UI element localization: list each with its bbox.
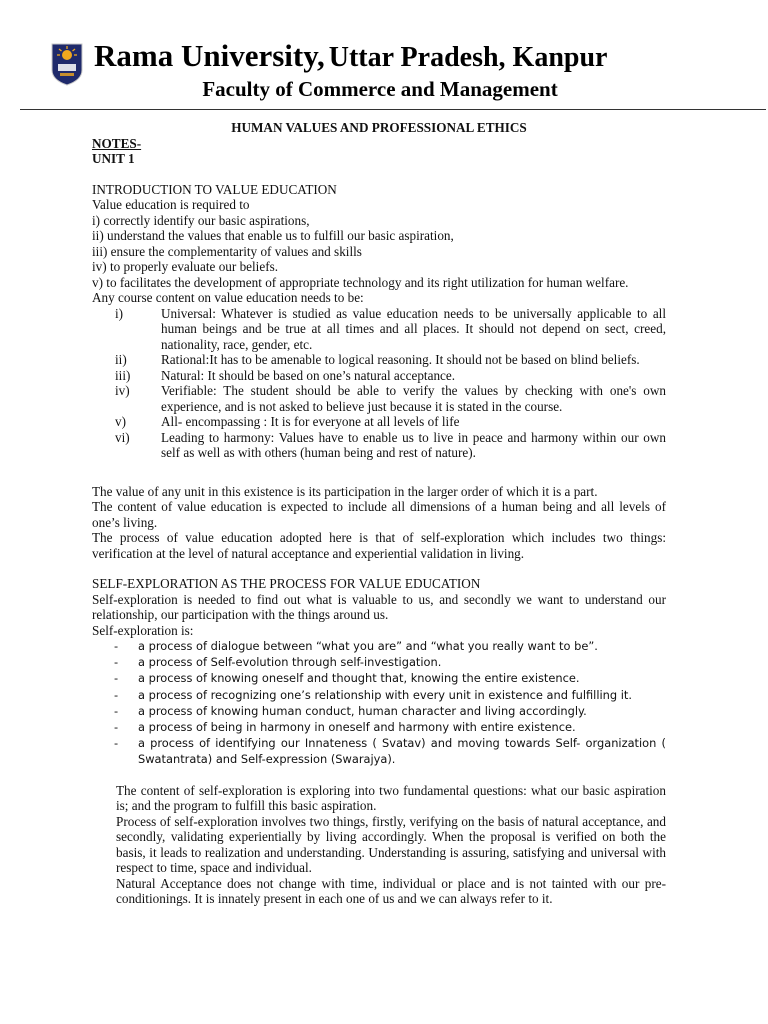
list-item [92,352,666,368]
intro-heading: INTRODUCTION TO VALUE EDUCATION [92,181,337,197]
list-text: a process of knowing human conduct, human character and living accordingly. [138,703,587,718]
intro-line: v) to facilitates the development of appropriate technology and its right utilization for human welfare. [92,274,629,290]
dash-bullet: - [114,720,119,735]
list-text: a process of being in harmony in oneself and harmony with entire existence. [138,720,576,735]
list-text: Rational:It has to be amenable to logical reasoning. It should not be based on blind beliefs. [161,352,640,367]
list-item [92,687,666,703]
notes-label: NOTES- [92,135,142,151]
list-item [92,638,666,654]
criteria-list [92,306,666,461]
unit-label: UNIT 1 [92,151,135,166]
list-text: a process of recognizing one’s relationship with every unit in existence and fulfilling it. [138,687,632,702]
dash-bullet: - [114,655,119,670]
intro-line: i) correctly identify our basic aspirations, [92,212,310,228]
list-number: ii) [115,352,127,367]
paragraph: The content of self-exploration is exploring into two fundamental questions: what our basic aspiration is; and the program to fulfill this basic aspiration. [116,782,666,814]
section-heading: SELF-EXPLORATION AS THE PROCESS FOR VALUE EDUCATION [92,576,481,591]
closing-section [92,783,666,907]
dash-bullet: - [114,687,119,702]
list-text: a process of dialogue between “what you are” and “what you really want to be”. [138,639,598,653]
list-number: v) [115,414,126,429]
dash-bullet: - [114,671,119,686]
paragraph: The process of value education adopted here is that of self-exploration which includes two things: verification at the level of natural acceptance and experiential validation in living. [92,530,666,561]
self-exploration-list [92,638,666,768]
list-text: a process of Self-evolution through self-investigation. [138,655,442,670]
university-title: Rama University, Uttar Pradesh, Kanpur [94,38,608,73]
list-number: i) [115,305,124,321]
paragraph: The content of value education is expected to include all dimensions of a human being and all levels of one’s living. [92,499,666,530]
intro-line: iii) ensure the complementarity of values and skills [92,243,362,259]
list-item [92,430,666,461]
list-text: Natural: It should be based on one’s natural acceptance. [161,367,456,383]
list-item [92,654,666,670]
list-item [92,414,666,430]
page-header [0,0,768,112]
list-number: iv) [115,383,130,398]
intro-line: iv) to properly evaluate our beliefs. [92,259,279,274]
list-number: iii) [115,367,131,383]
list-text: All- encompassing : It is for everyone at all levels of life [161,414,460,429]
header-divider [20,109,766,110]
paragraph: Process of self-exploration involves two things, firstly, verifying on the basis of natural acceptance, and secondly, validating experientially by living accordingly. When the proposal is verified on both the basis, it leads to realization and understanding. Understanding is assuring, satisfying and universal with respect to time, space and individual. [116,813,666,876]
paragraph: The value of any unit in this existence is its participation in the larger order of which it is a part. [92,483,598,499]
faculty-name: Faculty of Commerce and Management [202,77,558,101]
paragraph: Self-exploration is needed to find out what is valuable to us, and secondly we want to understand our relationship, our participation with the things around us. [92,591,666,622]
list-intro: Self-exploration is: [92,622,194,638]
dash-bullet: - [114,639,119,653]
list-text: a process of identifying our Innateness ( Svatav) and moving towards Self- organization ( Swatantrata) and Self-expression (Swarajya). [138,736,666,767]
list-text: Leading to harmony: Values have to enable us to live in peace and harmony within our own self as well as with others (human being and rest of nature). [161,429,666,460]
list-item [92,719,666,735]
dash-bullet: - [114,736,119,751]
list-text: Verifiable: The student should be able to verify the values by checking with one's own experience, and is not asked to believe just because it is stated in the course. [161,383,666,414]
list-item [92,383,666,414]
intro-line: ii) understand the values that enable us to fulfill our basic aspiration, [92,228,454,243]
dash-bullet: - [114,703,119,718]
list-item [92,670,666,686]
list-item [92,306,666,353]
intro-line: Value education is required to [92,197,250,212]
intro-line: Any course content on value education needs to be: [92,290,364,305]
list-text: a process of knowing oneself and thought that, knowing the entire existence. [138,671,580,686]
list-item [92,703,666,719]
list-item [92,368,666,384]
course-title: HUMAN VALUES AND PROFESSIONAL ETHICS [231,120,527,135]
list-item [92,735,666,767]
paragraph: Natural Acceptance does not change with time, individual or place and is not tainted with our pre- conditionings. It is innately present in each one of us and we can always refer to it. [116,875,666,907]
document-body [92,118,666,907]
list-text: Universal: Whatever is studied as value education needs to be universally applicable to all human beings and be true at all times and all places. It should not depend on sect, creed, nationality, race, gender, etc. [161,305,666,352]
list-number: vi) [115,429,130,445]
